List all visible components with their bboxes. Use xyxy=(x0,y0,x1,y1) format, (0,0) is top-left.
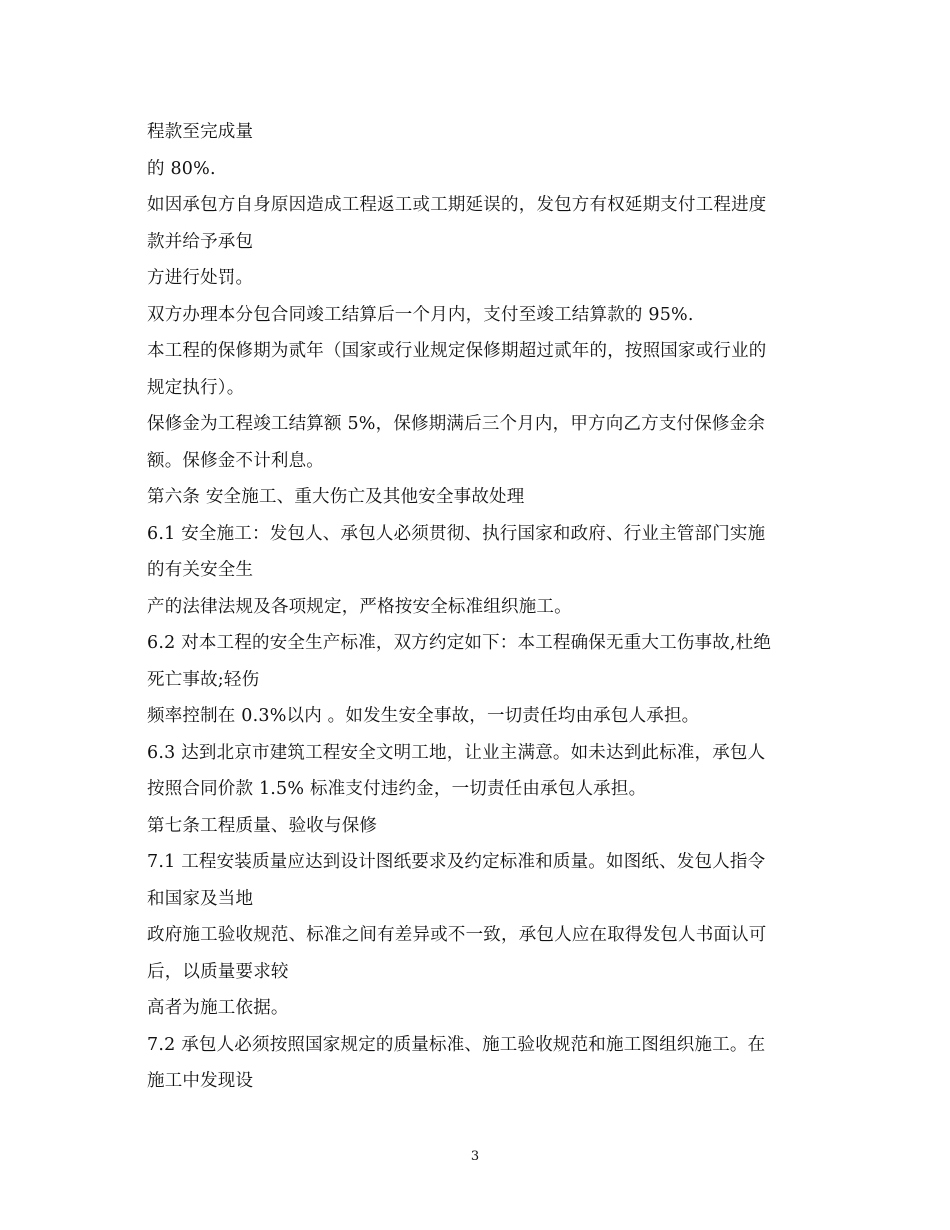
text-line: 额。保修金不计利息。 xyxy=(147,450,324,471)
text-line: 7.1 工程安装质量应达到设计图纸要求及约定标准和质量。如图纸、发包人指令 xyxy=(147,852,766,872)
text-line: 如因承包方自身原因造成工程返工或工期延误的，发包方有权延期支付工程进度 xyxy=(147,195,767,215)
text-line: 保修金为工程竣工结算额 5%，保修期满后三个月内，甲方向乙方支付保修金余 xyxy=(147,414,766,434)
text-line: 按照合同价款 1.5% 标准支付违约金，一切责任由承包人承担。 xyxy=(147,779,647,799)
text-line: 的 80%. xyxy=(147,158,216,179)
text-line: 政府施工验收规范、标准之间有差异或不一致，承包人应在取得发包人书面认可 xyxy=(147,925,767,945)
text-line: 6.2 对本工程的安全生产标准，双方约定如下：本工程确保无重大工伤事故,杜绝 xyxy=(147,633,772,653)
page-number: 3 xyxy=(470,1149,480,1164)
text-line: 款并给予承包 xyxy=(147,231,254,252)
text-line: 施工中发现设 xyxy=(147,1071,254,1091)
text-line: 本工程的保修期为贰年（国家或行业规定保修期超过贰年的，按照国家或行业的 xyxy=(147,341,767,361)
text-line: 规定执行）。 xyxy=(147,377,245,398)
text-line: 双方办理本分包合同竣工结算后一个月内，支付至竣工结算款的 95%. xyxy=(147,304,694,325)
text-line: 高者为施工依据。 xyxy=(147,998,289,1018)
text-line: 产的法律法规及各项规定，严格按安全标准组织施工。 xyxy=(147,596,572,617)
text-line: 后，以质量要求较 xyxy=(147,961,289,982)
text-line: 死亡事故;轻伤 xyxy=(147,669,260,690)
section-heading: 第七条工程质量、验收与保修 xyxy=(147,815,378,836)
text-line: 频率控制在 0.3%以内 。如发生安全事故，一切责任均由承包人承担。 xyxy=(147,706,700,726)
text-line: 7.2 承包人必须按照国家规定的质量标准、施工验收规范和施工图组织施工。在 xyxy=(147,1034,766,1055)
text-line: 的有关安全生 xyxy=(147,560,254,580)
text-line: 6.3 达到北京市建筑工程安全文明工地，让业主满意。如未达到此标准，承包人 xyxy=(147,742,766,763)
document-body xyxy=(147,114,827,1100)
text-line: 程款至完成量 xyxy=(147,122,254,142)
text-line: 方进行处罚。 xyxy=(147,268,254,288)
section-heading: 第六条 安全施工、重大伤亡及其他安全事故处理 xyxy=(147,487,525,507)
text-line: 6.1 安全施工：发包人、承包人必须贯彻、执行国家和政府、行业主管部门实施 xyxy=(147,523,766,544)
text-line: 和国家及当地 xyxy=(147,888,254,909)
